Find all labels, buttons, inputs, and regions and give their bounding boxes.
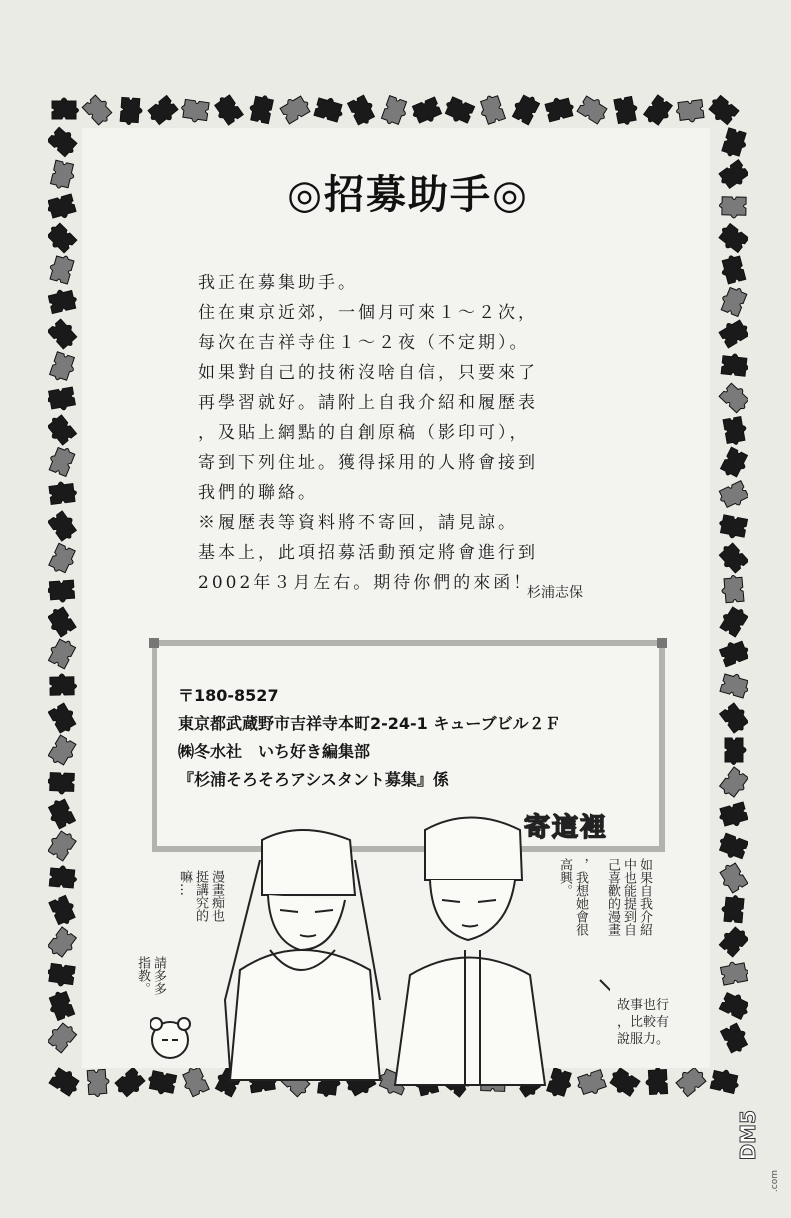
puzzle-piece	[49, 865, 77, 888]
speech-line: ，比較有	[617, 1015, 670, 1030]
text-line: 如果對自己的技術沒啥自信，只要來了	[198, 363, 538, 383]
puzzle-piece	[48, 317, 81, 351]
box-corner	[149, 638, 159, 648]
text-line: ，及貼上網點的自創原稿（影印可），	[198, 423, 530, 443]
puzzle-piece	[721, 128, 748, 159]
text-line: 我們的聯絡。	[198, 483, 318, 503]
puzzle-piece	[718, 316, 748, 348]
puzzle-piece	[606, 1066, 640, 1098]
puzzle-piece	[87, 1069, 110, 1097]
page-title: ◎招募助手◎	[287, 172, 529, 218]
puzzle-piece	[721, 575, 744, 603]
speech-line: 中也能提到自	[621, 858, 636, 936]
speech-line: 故事也行	[617, 998, 670, 1013]
puzzle-piece	[717, 481, 748, 511]
puzzle-piece	[718, 638, 748, 667]
puzzle-piece	[674, 1063, 708, 1096]
puzzle-piece	[715, 222, 748, 255]
puzzle-piece	[49, 352, 77, 384]
puzzle-piece	[50, 160, 76, 191]
box-corner	[657, 638, 667, 648]
puzzle-piece	[48, 287, 78, 313]
puzzle-piece	[48, 963, 75, 987]
recruit-text	[198, 268, 618, 598]
address-attention: 『杉浦そろそろアシスタント募集』係	[178, 770, 449, 789]
puzzle-piece	[716, 861, 748, 895]
puzzle-piece	[544, 95, 575, 122]
puzzle-piece	[719, 381, 748, 414]
puzzle-piece	[645, 1067, 667, 1095]
puzzle-piece	[477, 93, 505, 125]
text-line: 基本上，此項招募活動預定將會進行到	[198, 543, 538, 563]
text-line: ※履歷表等資料將不寄回，請見諒。	[198, 513, 518, 533]
signature: 杉浦志保	[527, 585, 583, 601]
text-line: 寄到下列住址。獲得採用的人將會接到	[198, 453, 538, 473]
puzzle-piece	[279, 92, 313, 124]
postal-code: 〒180-8527	[178, 686, 279, 705]
puzzle-piece	[577, 93, 611, 125]
speech-line: 己喜歡的漫畫	[605, 858, 620, 936]
puzzle-piece	[717, 160, 748, 193]
puzzle-piece	[48, 387, 76, 412]
text-line: 住在東京近郊，一個月可來１～２次，	[198, 303, 538, 323]
text-line: 我正在募集助手。	[198, 273, 358, 293]
speech-line: 挺講究的	[193, 870, 208, 922]
puzzle-piece	[146, 95, 180, 128]
puzzle-piece	[314, 95, 345, 122]
puzzle-piece	[720, 671, 748, 698]
puzzle-piece	[48, 605, 76, 639]
puzzle-piece	[719, 990, 748, 1020]
address-line: 東京都武蔵野市吉祥寺本町2-24-1 キューブビル２Ｆ	[178, 714, 561, 733]
puzzle-piece	[718, 284, 747, 316]
puzzle-piece	[48, 636, 77, 669]
puzzle-piece	[48, 702, 79, 735]
speech-line: ，我想她會很	[573, 858, 588, 936]
puzzle-piece	[49, 480, 78, 504]
speech-line: 如果自我介紹	[637, 858, 652, 936]
address-company: ㈱冬水社 いち好き編集部	[178, 742, 371, 761]
puzzle-piece	[720, 701, 748, 735]
puzzle-piece	[248, 93, 274, 123]
puzzle-piece	[723, 416, 748, 446]
speech-line: 漫畫痴也	[209, 870, 224, 922]
puzzle-piece	[718, 767, 748, 801]
puzzle-piece	[721, 1022, 748, 1055]
puzzle-piece	[52, 98, 79, 119]
puzzle-piece	[716, 832, 748, 861]
puzzle-piece	[48, 989, 75, 1021]
puzzle-piece	[721, 895, 744, 923]
puzzle-piece	[717, 603, 748, 637]
puzzle-piece	[721, 353, 748, 377]
text-line: 每次在吉祥寺住１～２夜（不定期）。	[198, 333, 530, 353]
puzzle-piece	[49, 894, 79, 927]
puzzle-piece	[180, 99, 209, 123]
puzzle-piece	[442, 96, 475, 126]
puzzle-piece	[120, 97, 143, 125]
puzzle-piece	[719, 197, 746, 218]
puzzle-piece	[717, 514, 747, 540]
puzzle-piece	[718, 802, 748, 829]
puzzle-piece	[49, 1065, 83, 1097]
puzzle-piece	[48, 580, 75, 603]
puzzle-piece	[113, 1067, 147, 1098]
puzzle-piece	[48, 194, 77, 221]
puzzle-piece	[715, 541, 748, 575]
puzzle-piece	[410, 97, 443, 127]
puzzle-piece	[48, 797, 75, 830]
text-line: 2002年３月左右。期待你們的來函！	[198, 573, 534, 593]
puzzle-piece	[719, 254, 746, 285]
puzzle-piece	[614, 96, 640, 126]
speech-line: 嘛…	[177, 870, 192, 896]
puzzle-piece	[48, 827, 78, 861]
puzzle-piece	[48, 735, 78, 769]
puzzle-piece	[48, 509, 80, 543]
speech-line: 指教。	[135, 956, 150, 995]
puzzle-piece	[82, 93, 115, 127]
puzzle-piece	[510, 92, 541, 125]
puzzle-piece	[676, 100, 705, 124]
puzzle-piece	[725, 738, 746, 765]
puzzle-piece	[710, 1068, 741, 1094]
puzzle-piece	[48, 444, 76, 476]
puzzle-piece	[642, 95, 675, 129]
speech-line: 高興。	[557, 858, 572, 897]
puzzle-piece	[705, 94, 739, 127]
puzzle-piece	[50, 674, 77, 695]
watermark-logo: DM5	[736, 1110, 760, 1161]
text-line: 再學習就好。請附上自我介紹和履歷表	[198, 393, 538, 413]
send-here-label: 寄這裡	[524, 813, 609, 843]
puzzle-piece	[48, 543, 78, 576]
puzzle-piece	[48, 413, 77, 447]
puzzle-piece	[48, 221, 77, 255]
puzzle-piece	[348, 94, 379, 127]
puzzle-piece	[48, 772, 74, 794]
speech-line: 請多多	[151, 956, 166, 995]
puzzle-piece	[48, 927, 79, 961]
puzzle-piece	[717, 923, 748, 957]
puzzle-piece	[48, 253, 75, 284]
puzzle-piece	[719, 447, 748, 480]
puzzle-piece	[48, 1019, 78, 1053]
watermark-suffix: .com	[770, 1170, 780, 1193]
characters-illustration	[150, 800, 610, 1090]
puzzle-piece	[48, 125, 81, 158]
speech-line: 說服力。	[617, 1032, 670, 1047]
puzzle-piece	[381, 96, 410, 128]
puzzle-piece	[720, 959, 748, 985]
puzzle-piece	[211, 93, 243, 127]
